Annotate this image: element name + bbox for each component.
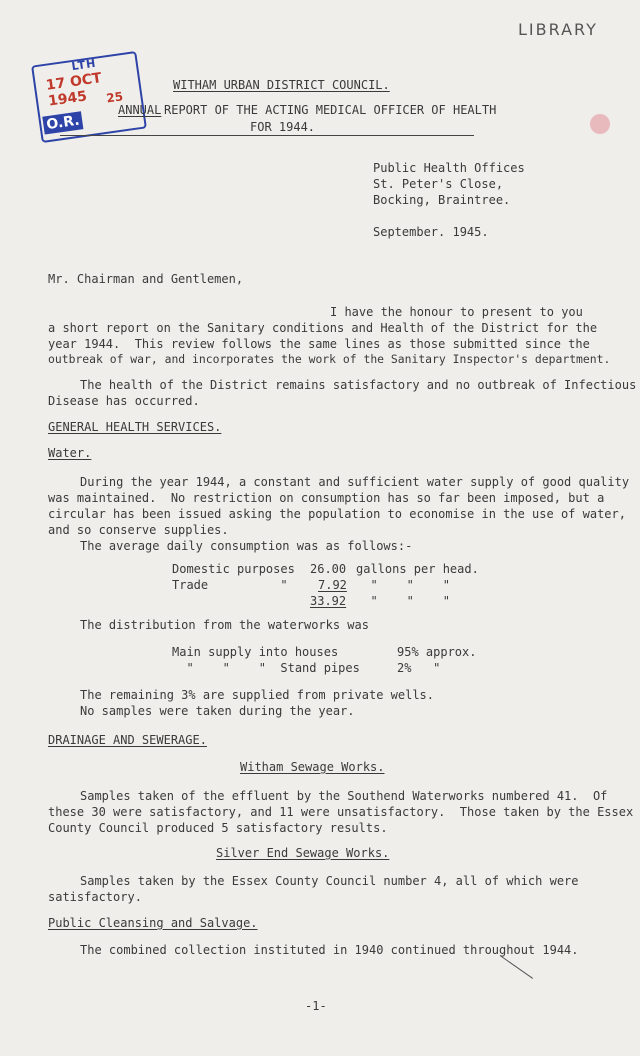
- cleansing-heading: Public Cleansing and Salvage.: [48, 916, 258, 930]
- silver-end-heading: Silver End Sewage Works.: [216, 846, 390, 860]
- page-number: -1-: [305, 999, 327, 1013]
- water-line-3: circular has been issued asking the population to economise in the use of water,: [48, 507, 626, 521]
- consumption-value-domestic: 26.00: [310, 562, 347, 576]
- consumption-unit-domestic: gallons per head.: [356, 562, 479, 576]
- library-mark: LIBRARY: [518, 20, 598, 39]
- report-year: FOR 1944.: [250, 120, 316, 134]
- witham-line-3: County Council produced 5 satisfactory results.: [48, 821, 388, 835]
- water-line-5: The average daily consumption was as follows:-: [80, 539, 413, 553]
- witham-line-2: these 30 were satisfactory, and 11 were unsatisfactory. Those taken by the Essex: [48, 805, 634, 819]
- salutation: Mr. Chairman and Gentlemen,: [48, 272, 244, 286]
- general-health-heading: GENERAL HEALTH SERVICES.: [48, 420, 222, 434]
- wells-line-1: The remaining 3% are supplied from private wells.: [80, 688, 435, 702]
- intro-line-2: a short report on the Sanitary conditions and Health of the District for the: [48, 321, 598, 335]
- pen-mark: [500, 955, 533, 979]
- distribution-value-standpipes: 2% ": [397, 661, 441, 675]
- stamp-number: 25: [105, 89, 124, 106]
- cleansing-line: The combined collection instituted in 1940 continued throughout 1944.: [80, 943, 579, 957]
- water-line-4: and so conserve supplies.: [48, 523, 229, 537]
- report-title: REPORT OF THE ACTING MEDICAL OFFICER OF HEALTH: [164, 103, 497, 117]
- address-line-3: Bocking, Braintree.: [373, 193, 511, 207]
- wells-line-2: No samples were taken during the year.: [80, 704, 355, 718]
- header-rule: [60, 135, 474, 136]
- health-line-2: Disease has occurred.: [48, 394, 200, 408]
- drainage-heading: DRAINAGE AND SEWERAGE.: [48, 733, 207, 747]
- distribution-label-houses: Main supply into houses: [172, 645, 339, 659]
- consumption-label-domestic: Domestic purposes: [172, 562, 295, 576]
- water-line-1: During the year 1944, a constant and sufficient water supply of good quality: [80, 475, 630, 489]
- intro-line-1: I have the honour to present to you: [330, 305, 583, 319]
- address-line-1: Public Health Offices: [373, 161, 525, 175]
- witham-heading: Witham Sewage Works.: [240, 760, 385, 774]
- intro-line-4: outbreak of war, and incorporates the work of the Sanitary Inspector's department.: [48, 352, 611, 366]
- intro-line-3: year 1944. This review follows the same lines as those submitted since the: [48, 337, 590, 351]
- consumption-value-total: 33.92: [310, 594, 347, 608]
- water-line-2: was maintained. No restriction on consumption has so far been imposed, but a: [48, 491, 605, 505]
- witham-line-1: Samples taken of the effluent by the Southend Waterworks numbered 41. Of: [80, 789, 608, 803]
- council-title: WITHAM URBAN DISTRICT COUNCIL.: [173, 78, 390, 92]
- silver-line-2: satisfactory.: [48, 890, 142, 904]
- consumption-value-trade: 7.92: [318, 578, 347, 592]
- report-prefix: ANNUAL: [118, 103, 162, 117]
- water-heading: Water.: [48, 446, 92, 460]
- report-date: September. 1945.: [373, 225, 489, 239]
- consumption-unit-trade: " " ": [356, 578, 450, 592]
- silver-line-1: Samples taken by the Essex County Council number 4, all of which were: [80, 874, 579, 888]
- consumption-unit-total: " " ": [356, 594, 450, 608]
- address-line-2: St. Peter's Close,: [373, 177, 504, 191]
- distribution-label-standpipes: " " " Stand pipes: [172, 661, 360, 675]
- distribution-value-houses: 95% approx.: [397, 645, 477, 659]
- distribution-intro: The distribution from the waterworks was: [80, 618, 369, 632]
- stamp-top-text: LTH: [70, 56, 98, 74]
- red-seal-mark: [590, 114, 610, 134]
- stamp-date: 17 OCT 1945: [44, 70, 103, 110]
- received-stamp: [31, 51, 147, 143]
- health-line-1: The health of the District remains satisfactory and no outbreak of Infectious: [80, 378, 637, 392]
- consumption-label-trade: Trade ": [172, 578, 288, 592]
- stamp-initials: O.R.: [42, 111, 83, 134]
